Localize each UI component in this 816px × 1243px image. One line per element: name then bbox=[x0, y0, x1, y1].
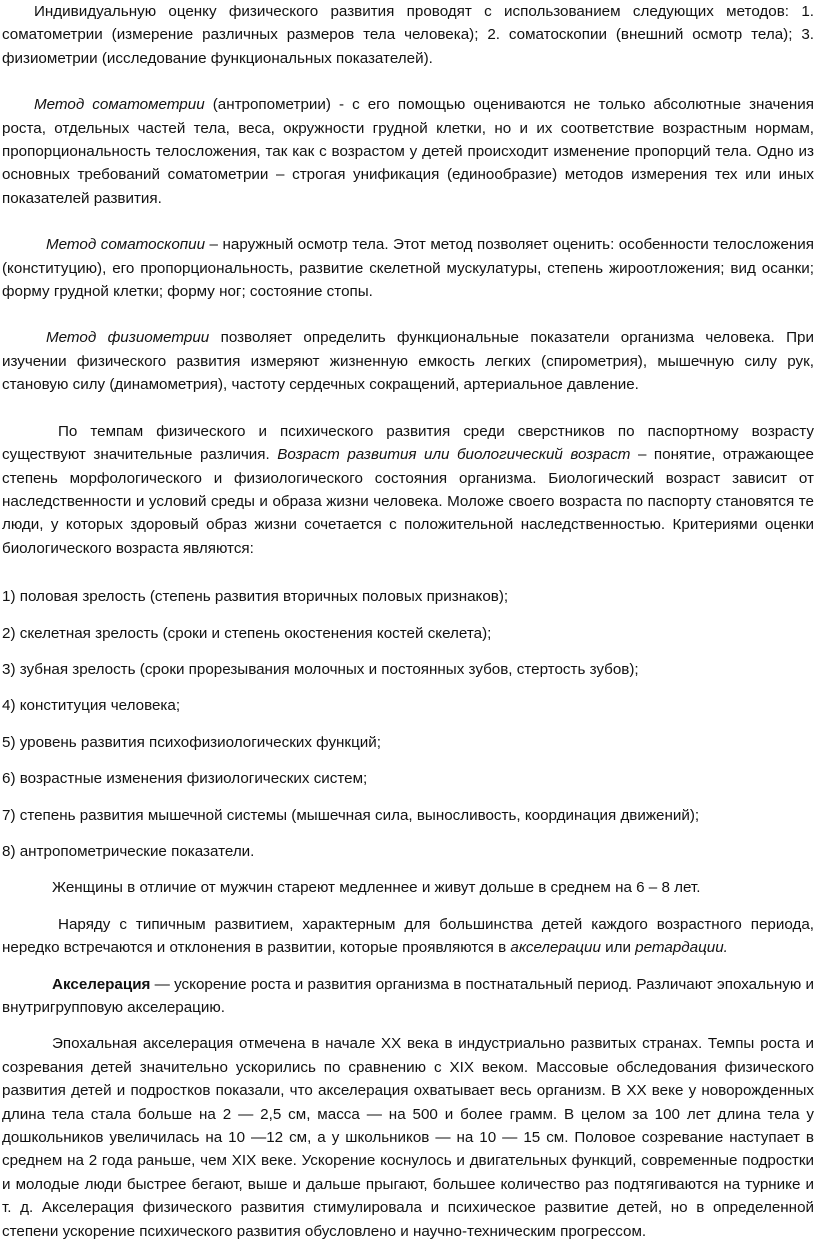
list-item: 6) возрастные изменения физиологических систем; bbox=[2, 770, 368, 788]
paragraph-deviations: Наряду с типичным развитием, характерным для большинства детей каждого возрастного периода, нередко встречаются и отклонения в развитии, которые проявляются в акселерации или ретардации. bbox=[2, 915, 814, 957]
list-item: 7) степень развития мышечной системы (мышечная сила, выносливость, координация движений); bbox=[2, 806, 700, 824]
paragraph-epochal-acceleration: Эпохальная акселерация отмечена в начале XX века в индустриально развитых странах. Темпы роста и созревания детей значительно ускорились по сравнению с XIX веком. Массовые обследования физического развития детей и подростков показали, что акселерация охватывает весь организм. В XX веке у новорожденных длина тела стала больше на 2 — 2,5 см, масса — на 500 и более грамм. В целом за 100 лет длина тела у дошкольников увеличилась на 10 —12 см, а у школьников — на 10 — 15 см. Половое созревание наступает в среднем на 2 года раньше, чем XIX веке. Ускорение коснулось и двигательных функций, современные подростки и молодые люди быстрее бегают, выше и дальше прыгают, большее количество раз подтягиваются на турнике и т. д. Акселерация физического развития стимулировала и психическое развитие детей, но в определенной степени ускорение психического развития обусловлено и научно-техническим прогрессом. bbox=[2, 1035, 814, 1240]
criteria-list bbox=[2, 585, 814, 863]
paragraph-physiometry: Метод физиометрии позволяет определить функциональные показатели организма человека. При изучении физического развития измеряют жизненную емкость легких (спирометрия), мышечную силу рук, становую силу (динамометрия), частоту сердечных сокращений, артериальное давление. bbox=[2, 329, 814, 394]
paragraph-somatometry: Метод соматометрии (антропометрии) - с его помощью оцениваются не только абсолютные значения роста, отдельных частей тела, веса, окружности грудной клетки, но и их соответствие возрастным нормам, пропорциональность телосложения, так как с возрастом у детей происходит изменение пропорций тела. Одно из основных требований соматометрии – строгая унификация (единообразие) методов измерения тех или иных показателей развития. bbox=[2, 96, 814, 207]
list-item: 2) скелетная зрелость (сроки и степень окостенения костей скелета); bbox=[2, 624, 492, 642]
list-item: 5) уровень развития психофизиологических функций; bbox=[2, 733, 381, 751]
term-acceleration-bold: Акселерация bbox=[52, 975, 151, 993]
term-acceleration: акселерации bbox=[510, 939, 601, 957]
term-somatometry: Метод соматометрии bbox=[34, 96, 205, 114]
list-item: 3) зубная зрелость (сроки прорезывания молочных и постоянных зубов, стертость зубов); bbox=[2, 660, 639, 678]
term-somatoscopy: Метод соматоскопии bbox=[46, 236, 206, 254]
paragraph-acceleration-definition: Акселерация — ускорение роста и развития организма в постнатальный период. Различают эпохальную и внутригрупповую акселерацию. bbox=[2, 975, 814, 1016]
list-item: 1) половая зрелость (степень развития вторичных половых признаков); bbox=[2, 588, 509, 606]
term-retardation: ретардации. bbox=[635, 939, 728, 957]
paragraph-biological-age: По темпам физического и психического развития среди сверстников по паспортному возрасту существуют значительные различия. Возраст развития или биологический возраст – понятие, отражающее степень морфологического и физиологического состояния организма. Биологический возраст зависит от наследственности и условий среды и образа жизни человека. Моложе своего возраста по паспорту становятся те люди, у которых здоровый образ жизни сочетается с положительной наследственностью. Критериями оценки биологического возраста являются: bbox=[2, 422, 814, 557]
term-biological-age: Возраст развития или биологический возраст bbox=[277, 446, 631, 464]
list-item: 8) антропометрические показатели. bbox=[2, 842, 255, 860]
paragraph-somatoscopy: Метод соматоскопии – наружный осмотр тела. Этот метод позволяет оценить: особенности телосложения (конституцию), его пропорциональность, развитие скелетной мускулатуры, степень жироотложения; вид осанки; форму грудной клетки; форму ног; состояние стопы. bbox=[2, 236, 814, 301]
list-item: 4) конституция человека; bbox=[2, 697, 181, 715]
paragraph-women-aging: Женщины в отличие от мужчин стареют медленнее и живут дольше в среднем на 6 – 8 лет. bbox=[52, 879, 701, 897]
paragraph-methods-intro: Индивидуальную оценку физического развития проводят с использованием следующих методов: 1. соматометрии (измерение различных размеров тела человека); 2. соматоскопии (внешний осмотр тела); 3. физиометрии (исследование функциональных показателей). bbox=[2, 3, 814, 67]
term-physiometry: Метод физиометрии bbox=[46, 329, 210, 347]
